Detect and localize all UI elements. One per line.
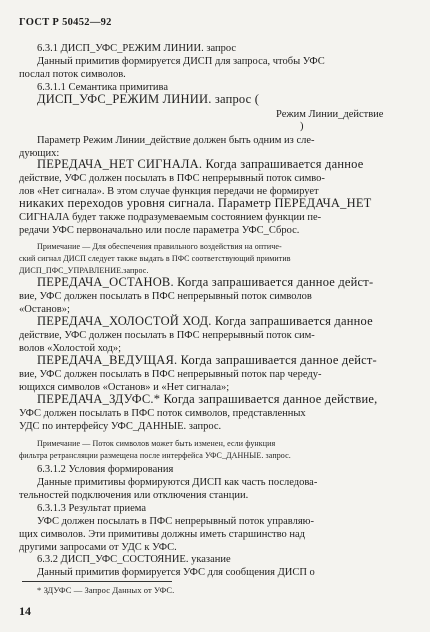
page-number: 14 xyxy=(19,604,31,618)
primitive-syntax: ДИСП_УФС_РЕЖИМ ЛИНИИ. запрос ( xyxy=(37,92,260,106)
document-header: ГОСТ Р 50452—92 xyxy=(19,17,112,28)
body-line: дующих: xyxy=(19,148,60,159)
body-line: УДС по интерфейсу УФС_ДАННЫЕ. запрос. xyxy=(19,421,222,432)
body-line: ПЕРЕДАЧА_ОСТАНОВ. Когда запрашивается данное дейст- xyxy=(37,275,374,289)
primitive-parameter: Режим Линии_действие xyxy=(276,109,384,120)
footnote: * ЗДУФС — Запрос Данных от УФС. xyxy=(37,585,175,595)
body-line: СИГНАЛА будет также подразумеваемым состоянием функции пе- xyxy=(19,212,322,223)
note-line: ДИСП_ПФС_УПРАВЛЕНИЕ.запрос. xyxy=(19,266,149,275)
body-line: тельностей подключения или отключения станции. xyxy=(19,490,249,501)
note-line: Примечание — Поток символов может быть изменен, если функция xyxy=(37,439,276,448)
primitive-close-paren: ) xyxy=(300,121,304,132)
footnote-divider xyxy=(22,581,172,582)
body-line: действие, УФС должен посылать в ПФС непрерывный поток сим- xyxy=(19,330,315,341)
body-line: Данный примитив формируется ДИСП для запроса, чтобы УФС xyxy=(37,56,325,67)
body-line: Параметр Режим Линии_действие должен быть одним из сле- xyxy=(37,135,315,146)
body-line: УФС должен посылать в ПФС непрерывный поток управляю- xyxy=(37,516,315,527)
body-line: ПЕРЕДАЧА_ЗДУФС.* Когда запрашивается данное действие, xyxy=(37,392,378,406)
body-line: редачи УФС первоначально или после параметра УФС_Сброс. xyxy=(19,225,300,236)
body-line: ПЕРЕДАЧА_ВЕДУЩАЯ. Когда запрашивается данное дейст- xyxy=(37,353,377,367)
body-line: щих символов. Эти примитивы должны иметь старшинство над xyxy=(19,529,305,540)
body-line: Данные примитивы формируются ДИСП как часть последова- xyxy=(37,477,318,488)
section-heading: 6.3.2 ДИСП_УФС_СОСТОЯНИЕ. указание xyxy=(37,554,231,565)
note-line: ский сигнал ДИСП следует также выдать в ПФС соответствующий примитив xyxy=(19,254,291,263)
body-line: Данный примитив формируется УФС для сообщения ДИСП о xyxy=(37,567,315,578)
body-line: действие, УФС должен посылать в ПФС непрерывный поток симво- xyxy=(19,173,325,184)
note-line: фильтра ретрансляции размещена после интерфейса УФС_ДАННЫЕ. запрос. xyxy=(19,451,291,460)
body-line: ПЕРЕДАЧА_ХОЛОСТОЙ ХОД. Когда запрашивается данное xyxy=(37,314,373,328)
body-line: другими запросами от УДС к УФС. xyxy=(19,542,177,553)
body-line: ПЕРЕДАЧА_НЕТ СИГНАЛА. Когда запрашивается данное xyxy=(37,157,364,171)
body-line: ющихся символов «Останов» и «Нет сигнала»; xyxy=(19,382,230,393)
note-line: Примечание — Для обеспечения правильного воздействия на оптиче- xyxy=(37,242,282,251)
body-line: вие, УФС должен посылать в ПФС непрерывный поток символов xyxy=(19,291,312,302)
body-line: послал поток символов. xyxy=(19,69,126,80)
body-line: никаких переходов уровня сигнала. Параметр ПЕРЕДАЧА_НЕТ xyxy=(19,196,372,210)
section-heading: 6.3.1.1 Семантика примитива xyxy=(37,82,169,93)
body-line: УФС должен посылать в ПФС поток символов, представленных xyxy=(19,408,306,419)
body-line: вие, УФС должен посылать в ПФС непрерывный поток пар череду- xyxy=(19,369,322,380)
section-heading: 6.3.1.2 Условия формирования xyxy=(37,464,174,475)
section-heading: 6.3.1 ДИСП_УФС_РЕЖИМ ЛИНИИ. запрос xyxy=(37,43,237,54)
body-line: лов «Нет сигнала». В этом случае функция передачи не формирует xyxy=(19,186,319,197)
section-heading: 6.3.1.3 Результат приема xyxy=(37,503,147,514)
body-line: «Останов»; xyxy=(19,304,70,315)
body-line: волов «Холостой ход»; xyxy=(19,343,122,354)
